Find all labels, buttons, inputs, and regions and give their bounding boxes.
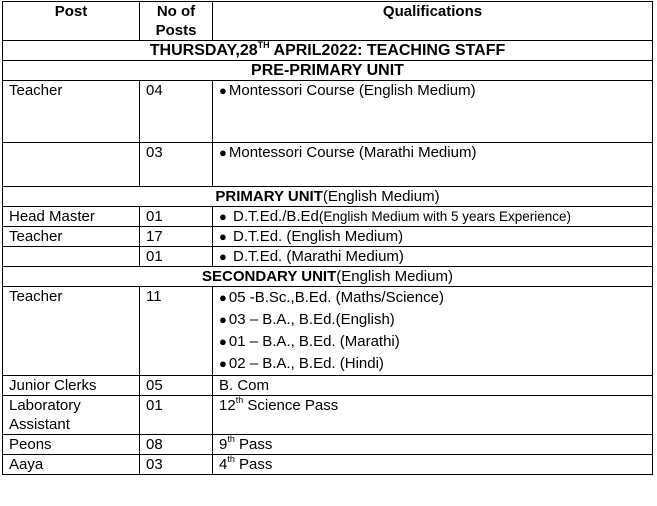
bullet-icon: ● bbox=[219, 334, 227, 349]
bullet-icon: ● bbox=[219, 249, 227, 264]
bullet-icon: ● bbox=[219, 83, 227, 98]
post-cell: Teacher bbox=[3, 81, 140, 143]
qualification-cell: ● Montessori Course (Marathi Medium) bbox=[213, 143, 653, 187]
table-row bbox=[3, 227, 653, 247]
qualification-cell: 12th Science Pass bbox=[213, 396, 653, 435]
date-title: THURSDAY,28TH APRIL2022: TEACHING STAFF bbox=[3, 41, 653, 61]
table-row bbox=[3, 247, 653, 267]
count-cell: 03 bbox=[140, 455, 213, 475]
qualifications-header: Qualifications bbox=[213, 2, 653, 41]
primary-heading: PRIMARY UNIT(English Medium) bbox=[3, 187, 653, 207]
vacancy-table bbox=[2, 1, 653, 475]
qualification-item: ● 01 – B.A., B.Ed. (Marathi) bbox=[219, 333, 400, 350]
table-row bbox=[3, 287, 653, 376]
qualification-cell bbox=[213, 287, 653, 376]
post-cell bbox=[3, 247, 140, 267]
count-cell: 01 bbox=[140, 247, 213, 267]
table-row bbox=[3, 81, 653, 143]
bullet-icon: ● bbox=[219, 356, 227, 371]
preprimary-heading: PRE-PRIMARY UNIT bbox=[3, 61, 653, 81]
post-cell: Teacher bbox=[3, 227, 140, 247]
qualification-cell: ● D.T.Ed./B.Ed(English Medium with 5 years Experience) bbox=[213, 207, 653, 227]
primary-heading-row bbox=[3, 187, 653, 207]
count-cell: 05 bbox=[140, 376, 213, 396]
post-cell: Junior Clerks bbox=[3, 376, 140, 396]
no-of-posts-header: No of Posts bbox=[140, 2, 213, 41]
count-cell: 01 bbox=[140, 207, 213, 227]
table-row bbox=[3, 143, 653, 187]
table-row bbox=[3, 396, 653, 435]
post-cell: Laboratory Assistant bbox=[3, 396, 140, 435]
header-row bbox=[3, 2, 653, 41]
qualification-cell: B. Com bbox=[213, 376, 653, 396]
qualification-cell: ● D.T.Ed. (English Medium) bbox=[213, 227, 653, 247]
bullet-icon: ● bbox=[219, 209, 227, 224]
count-cell: 04 bbox=[140, 81, 213, 143]
qualification-item: ● 03 – B.A., B.Ed.(English) bbox=[219, 311, 395, 328]
table-row bbox=[3, 455, 653, 475]
bullet-icon: ● bbox=[219, 145, 227, 160]
secondary-heading: SECONDARY UNIT(English Medium) bbox=[3, 267, 653, 287]
table-row bbox=[3, 376, 653, 396]
qualification-cell: ● Montessori Course (English Medium) bbox=[213, 81, 653, 143]
secondary-heading-row bbox=[3, 267, 653, 287]
qualification-item: ● 02 – B.A., B.Ed. (Hindi) bbox=[219, 355, 384, 372]
post-cell: Aaya bbox=[3, 455, 140, 475]
preprimary-heading-row bbox=[3, 61, 653, 81]
bullet-icon: ● bbox=[219, 229, 227, 244]
count-cell: 11 bbox=[140, 287, 213, 376]
post-cell: Head Master bbox=[3, 207, 140, 227]
bullet-icon: ● bbox=[219, 312, 227, 327]
post-header: Post bbox=[3, 2, 140, 41]
post-cell: Teacher bbox=[3, 287, 140, 376]
qualification-item: ● 05 -B.Sc.,B.Ed. (Maths/Science) bbox=[219, 289, 444, 306]
count-cell: 01 bbox=[140, 396, 213, 435]
count-cell: 03 bbox=[140, 143, 213, 187]
post-cell: Peons bbox=[3, 435, 140, 455]
qualification-cell: ● D.T.Ed. (Marathi Medium) bbox=[213, 247, 653, 267]
date-title-row bbox=[3, 41, 653, 61]
count-cell: 08 bbox=[140, 435, 213, 455]
count-cell: 17 bbox=[140, 227, 213, 247]
qualification-cell: 4th Pass bbox=[213, 455, 653, 475]
table-row bbox=[3, 207, 653, 227]
bullet-icon: ● bbox=[219, 290, 227, 305]
table-row bbox=[3, 435, 653, 455]
post-cell bbox=[3, 143, 140, 187]
qualification-cell: 9th Pass bbox=[213, 435, 653, 455]
